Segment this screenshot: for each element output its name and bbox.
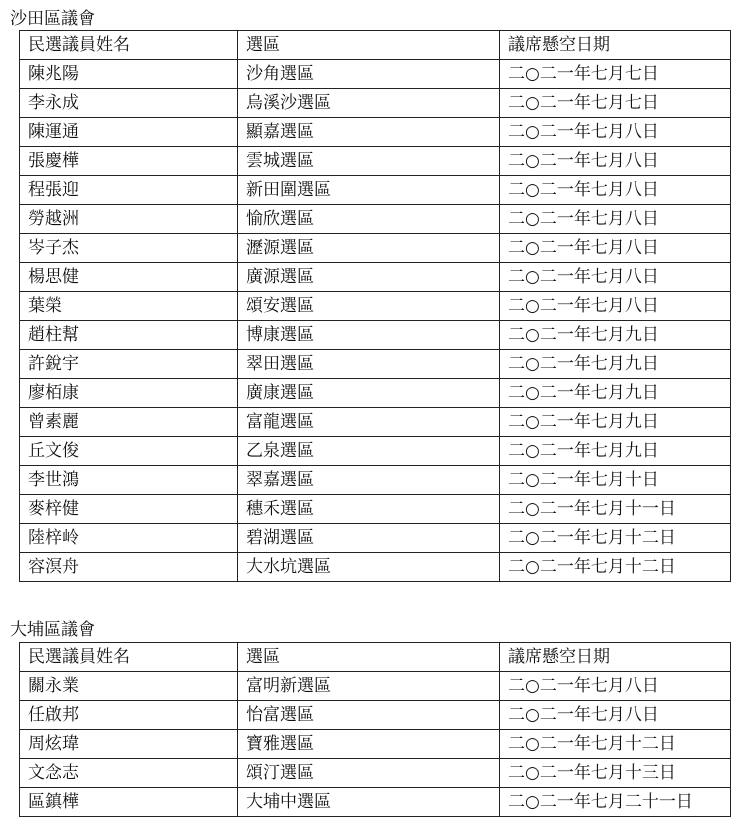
- table-row: [20, 730, 731, 759]
- constituency-cell: 雲城選區: [238, 147, 500, 176]
- table-row: [20, 263, 731, 292]
- vacancy-date-cell: 二○二一年七月九日: [500, 408, 731, 437]
- vacancy-date-cell: 二○二一年七月七日: [500, 89, 731, 118]
- member-name-cell: 李永成: [20, 89, 238, 118]
- constituency-cell: 寶雅選區: [238, 730, 500, 759]
- table-row: [20, 408, 731, 437]
- section-title-taipo: 大埔區議會: [10, 620, 95, 640]
- member-name-cell: 文念志: [20, 759, 238, 788]
- table-row: [20, 60, 731, 89]
- table-body: [20, 31, 731, 582]
- constituency-cell: 大水坑選區: [238, 553, 500, 582]
- constituency-cell: 大埔中選區: [238, 788, 500, 817]
- table-row: [20, 788, 731, 817]
- constituency-cell: 廣康選區: [238, 379, 500, 408]
- council-table-shatin: [19, 30, 731, 582]
- table-row: [20, 466, 731, 495]
- constituency-cell: 烏溪沙選區: [238, 89, 500, 118]
- vacancy-date-cell: 二○二一年七月二十一日: [500, 788, 731, 817]
- vacancy-date-cell: 二○二一年七月九日: [500, 350, 731, 379]
- constituency-cell: 沙角選區: [238, 60, 500, 89]
- table-row: [20, 205, 731, 234]
- vacancy-date-cell: 二○二一年七月九日: [500, 321, 731, 350]
- constituency-cell: 富龍選區: [238, 408, 500, 437]
- vacancy-date-cell: 二○二一年七月八日: [500, 176, 731, 205]
- vacancy-date-cell: 二○二一年七月十二日: [500, 553, 731, 582]
- table-row: [20, 437, 731, 466]
- table-row: [20, 759, 731, 788]
- vacancy-date-cell: 二○二一年七月八日: [500, 672, 731, 701]
- header-vacancy-date: 議席懸空日期: [500, 31, 731, 60]
- member-name-cell: 楊思健: [20, 263, 238, 292]
- member-name-cell: 勞越洲: [20, 205, 238, 234]
- member-name-cell: 曾素麗: [20, 408, 238, 437]
- table-row: [20, 379, 731, 408]
- vacancy-date-cell: 二○二一年七月十三日: [500, 759, 731, 788]
- table-header-row: [20, 31, 731, 60]
- constituency-cell: 頌汀選區: [238, 759, 500, 788]
- member-name-cell: 岑子杰: [20, 234, 238, 263]
- header-member-name: 民選議員姓名: [20, 31, 238, 60]
- table-row: [20, 292, 731, 321]
- constituency-cell: 愉欣選區: [238, 205, 500, 234]
- vacancy-date-cell: 二○二一年七月八日: [500, 234, 731, 263]
- vacancy-date-cell: 二○二一年七月九日: [500, 379, 731, 408]
- constituency-cell: 瀝源選區: [238, 234, 500, 263]
- section-title-shatin: 沙田區議會: [10, 9, 95, 29]
- member-name-cell: 丘文俊: [20, 437, 238, 466]
- member-name-cell: 區鎮樺: [20, 788, 238, 817]
- member-name-cell: 周炫瑋: [20, 730, 238, 759]
- constituency-cell: 博康選區: [238, 321, 500, 350]
- member-name-cell: 麥梓健: [20, 495, 238, 524]
- table-row: [20, 495, 731, 524]
- table-row: [20, 176, 731, 205]
- vacancy-date-cell: 二○二一年七月十二日: [500, 730, 731, 759]
- member-name-cell: 任啟邦: [20, 701, 238, 730]
- member-name-cell: 許銳宇: [20, 350, 238, 379]
- member-name-cell: 李世鴻: [20, 466, 238, 495]
- table-row: [20, 89, 731, 118]
- table-row: [20, 350, 731, 379]
- vacancy-date-cell: 二○二一年七月八日: [500, 118, 731, 147]
- vacancy-date-cell: 二○二一年七月七日: [500, 60, 731, 89]
- vacancy-date-cell: 二○二一年七月八日: [500, 292, 731, 321]
- member-name-cell: 陳兆陽: [20, 60, 238, 89]
- member-name-cell: 廖栢康: [20, 379, 238, 408]
- member-name-cell: 趙柱幫: [20, 321, 238, 350]
- member-name-cell: 張慶樺: [20, 147, 238, 176]
- constituency-cell: 穗禾選區: [238, 495, 500, 524]
- table-row: [20, 524, 731, 553]
- table-header-row: [20, 643, 731, 672]
- vacancy-date-cell: 二○二一年七月十一日: [500, 495, 731, 524]
- header-vacancy-date: 議席懸空日期: [500, 643, 731, 672]
- constituency-cell: 頌安選區: [238, 292, 500, 321]
- vacancy-date-cell: 二○二一年七月八日: [500, 147, 731, 176]
- table-row: [20, 147, 731, 176]
- table-body: [20, 643, 731, 817]
- table-row: [20, 672, 731, 701]
- header-constituency: 選區: [238, 31, 500, 60]
- vacancy-date-cell: 二○二一年七月八日: [500, 263, 731, 292]
- vacancy-date-cell: 二○二一年七月八日: [500, 205, 731, 234]
- header-member-name: 民選議員姓名: [20, 643, 238, 672]
- table-row: [20, 321, 731, 350]
- vacancy-date-cell: 二○二一年七月九日: [500, 437, 731, 466]
- header-constituency: 選區: [238, 643, 500, 672]
- constituency-cell: 怡富選區: [238, 701, 500, 730]
- constituency-cell: 乙泉選區: [238, 437, 500, 466]
- table-row: [20, 553, 731, 582]
- table-row: [20, 118, 731, 147]
- member-name-cell: 關永業: [20, 672, 238, 701]
- table-row: [20, 701, 731, 730]
- member-name-cell: 容溟舟: [20, 553, 238, 582]
- constituency-cell: 新田圍選區: [238, 176, 500, 205]
- constituency-cell: 顯嘉選區: [238, 118, 500, 147]
- constituency-cell: 碧湖選區: [238, 524, 500, 553]
- member-name-cell: 葉榮: [20, 292, 238, 321]
- council-table-taipo: [19, 642, 731, 817]
- member-name-cell: 陳運通: [20, 118, 238, 147]
- constituency-cell: 富明新選區: [238, 672, 500, 701]
- member-name-cell: 程張迎: [20, 176, 238, 205]
- vacancy-date-cell: 二○二一年七月十二日: [500, 524, 731, 553]
- vacancy-date-cell: 二○二一年七月十日: [500, 466, 731, 495]
- constituency-cell: 翠嘉選區: [238, 466, 500, 495]
- table-row: [20, 234, 731, 263]
- constituency-cell: 翠田選區: [238, 350, 500, 379]
- member-name-cell: 陸梓岭: [20, 524, 238, 553]
- constituency-cell: 廣源選區: [238, 263, 500, 292]
- vacancy-date-cell: 二○二一年七月八日: [500, 701, 731, 730]
